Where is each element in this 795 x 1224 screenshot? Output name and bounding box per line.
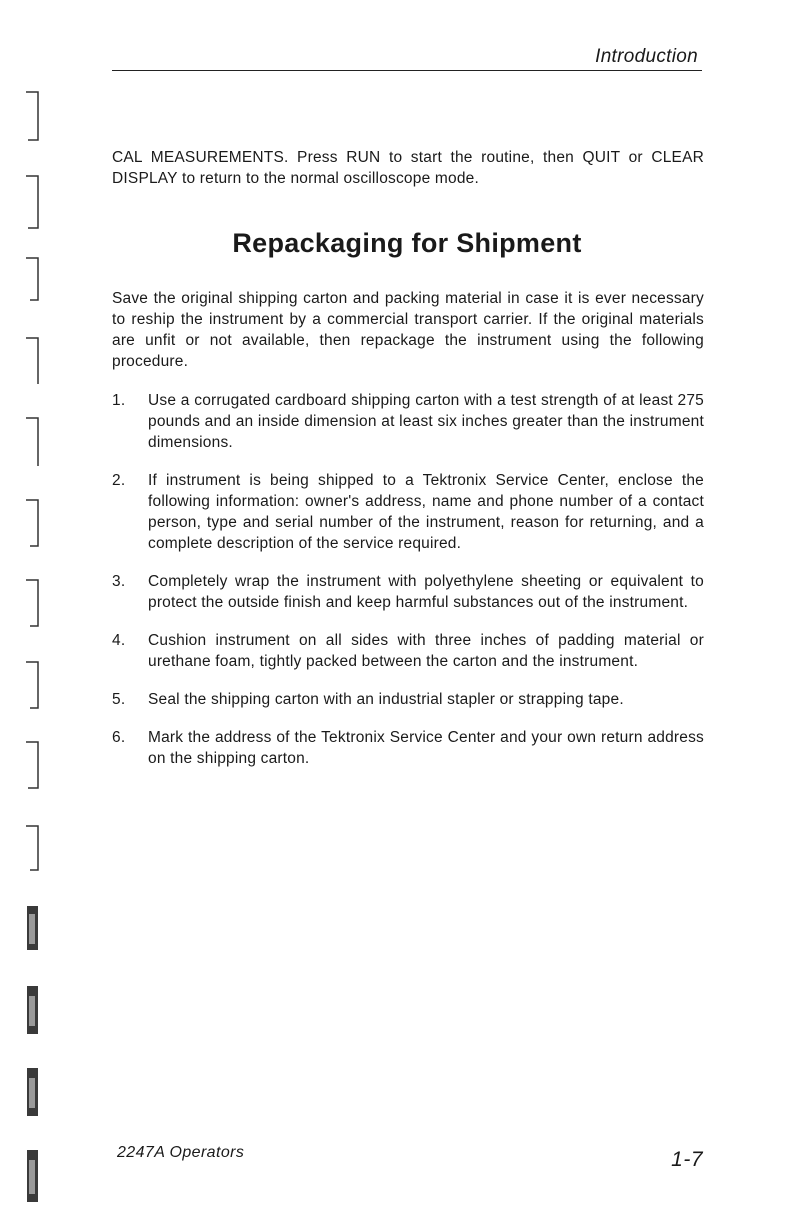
footer-page-number: 1-7 (671, 1148, 703, 1171)
step-text: Completely wrap the instrument with polyethylene sheeting or equivalent to protect the outside finish and keep harmful substances out of the instrument. (148, 573, 704, 611)
step-text: Use a corrugated cardboard shipping carton with a test strength of at least 275 pounds and an inside dimension at least six inches greater than the instrument dimensions. (148, 392, 704, 451)
step-number: 5. (112, 691, 126, 708)
step-number: 4. (112, 632, 126, 649)
step-text: Seal the shipping carton with an industrial stapler or strapping tape. (148, 691, 624, 708)
intro-paragraph: CAL MEASUREMENTS. Press RUN to start the routine, then QUIT or CLEAR DISPLAY to return to the normal oscilloscope mode. (112, 149, 704, 187)
procedure-step (112, 571, 704, 613)
step-text: Mark the address of the Tektronix Service Center and your own return address on the shipping carton. (148, 729, 704, 767)
step-text: If instrument is being shipped to a Tektronix Service Center, enclose the following information: owner's address, name and phone number of a contact person, type and serial number of the instrument, reason for returning, and a complete description of the service required. (148, 472, 704, 552)
procedure-step (112, 727, 704, 769)
section-title: Repackaging for Shipment (232, 228, 582, 258)
step-number: 3. (112, 573, 126, 590)
binding-edge-marks (0, 0, 60, 1224)
procedure-steps (112, 390, 704, 786)
step-number: 2. (112, 472, 126, 489)
step-number: 1. (112, 392, 126, 409)
running-head-title: Introduction (595, 46, 698, 67)
footer-manual-name: 2247A Operators (117, 1144, 245, 1161)
procedure-step (112, 390, 704, 453)
step-text: Cushion instrument on all sides with three inches of padding material or urethane foam, tightly packed between the carton and the instrument. (148, 632, 704, 670)
procedure-step (112, 689, 704, 710)
procedure-step (112, 630, 704, 672)
step-number: 6. (112, 729, 126, 746)
running-head (112, 44, 702, 71)
section-paragraph: Save the original shipping carton and packing material in case it is ever necessary to reship the instrument by a commercial transport carrier. If the original materials are unfit or not available, then repackage the instrument using the following procedure. (112, 290, 704, 370)
procedure-step (112, 470, 704, 554)
